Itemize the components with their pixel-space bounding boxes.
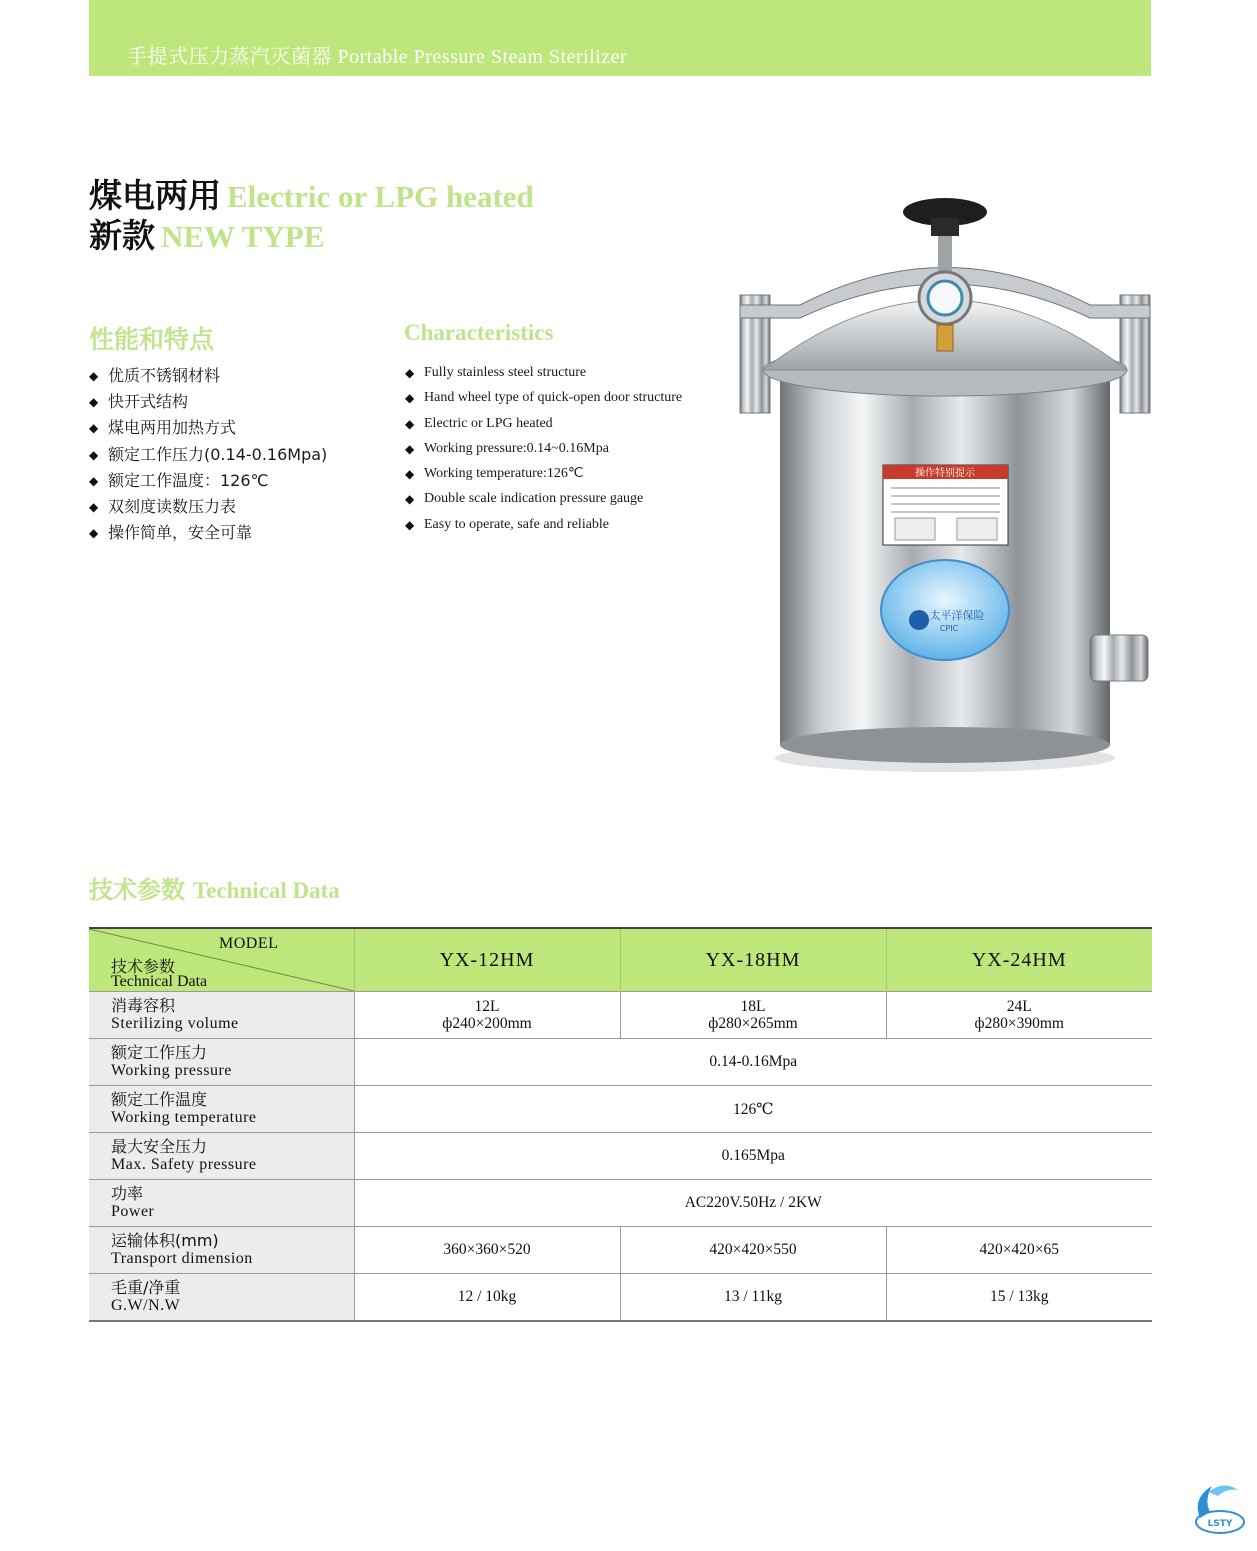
sterilizer-image [735, 190, 1155, 780]
performance-list [89, 365, 327, 548]
characteristics-title: Characteristics [404, 320, 554, 345]
drain-valve [1090, 635, 1148, 681]
cell-line: ф280×390mm [974, 1015, 1064, 1032]
cell-line: 12L [474, 998, 500, 1015]
row-label-en: Power [111, 1203, 155, 1220]
insurance-brand: 太平洋保险 [929, 609, 985, 622]
row-label-cn: 额定工作温度 [111, 1090, 208, 1109]
table-cell: 0.165Mpa [354, 1133, 1152, 1180]
warning-label-text: 操作特别提示 [915, 468, 975, 479]
performance-item: ◆ 快开式结构 [89, 391, 327, 417]
model-header: YX-12HM [354, 928, 620, 992]
cell-line: ф240×200mm [442, 1015, 532, 1032]
characteristics-item: ◆ Double scale indication pressure gauge [405, 490, 682, 515]
row-label-en: Max. Safety pressure [111, 1156, 257, 1173]
table-cell: 12 / 10kg [354, 1274, 620, 1322]
tech-label-cn: 技术参数 [111, 957, 176, 976]
performance-item: ◆ 双刻度读数压力表 [89, 496, 327, 522]
table-row [89, 992, 1152, 1039]
row-label [89, 1274, 354, 1322]
tech-title-cn: 技术参数 [89, 876, 185, 904]
row-label [89, 1039, 354, 1086]
row-label [89, 992, 354, 1039]
label-diagram [957, 518, 997, 540]
performance-item: ◆ 优质不锈钢材料 [89, 365, 327, 391]
table-cell: 126℃ [354, 1086, 1152, 1133]
table-cell [620, 992, 886, 1039]
tech-title-en: Technical Data [193, 878, 340, 903]
banner-title: 手提式压力蒸汽灭菌器 Portable Pressure Steam Sterilizer [127, 46, 628, 68]
title-en-1: Electric or LPG heated [227, 179, 534, 214]
table-cell: AC220V.50Hz / 2KW [354, 1180, 1152, 1227]
brass-valve [937, 325, 953, 351]
table-row [89, 1133, 1152, 1180]
tech-label-en: Technical Data [111, 973, 208, 990]
performance-item: ◆ 额定工作温度：126℃ [89, 470, 327, 496]
cpic-logo-icon [909, 610, 929, 630]
title-line-2 [89, 210, 324, 257]
performance-item: ◆ 煤电两用加热方式 [89, 417, 327, 443]
title-cn-1: 煤电两用 [89, 176, 221, 215]
table-row [89, 1274, 1152, 1322]
table-cell: 13 / 11kg [620, 1274, 886, 1322]
spec-table [89, 927, 1152, 1322]
characteristics-list [405, 364, 682, 541]
cell-line: 24L [1006, 998, 1032, 1015]
table-cell [886, 992, 1152, 1039]
title-cn-2: 新款 [89, 216, 155, 255]
performance-title: 性能和特点 [89, 325, 215, 354]
cell-line: ф280×265mm [708, 1015, 798, 1032]
tech-title [89, 870, 340, 905]
performance-item: ◆ 额定工作压力(0.14-0.16Mpa) [89, 444, 327, 470]
title-en-2: NEW TYPE [161, 219, 325, 254]
table-cell: 420×420×65 [886, 1227, 1152, 1274]
logo-wing [1208, 1485, 1238, 1496]
header-banner [89, 0, 1151, 76]
gauge-dial [928, 281, 962, 315]
row-label-en: Working pressure [111, 1062, 232, 1079]
row-label [89, 1180, 354, 1227]
table-header-row [89, 928, 1152, 992]
insurance-sub: CPIC [939, 624, 959, 633]
cell-line: 18L [740, 998, 766, 1015]
characteristics-item: ◆ Fully stainless steel structure [405, 364, 682, 389]
pot-body [780, 365, 1110, 745]
row-label-en: Working temperature [111, 1109, 257, 1126]
row-label-cn: 最大安全压力 [111, 1137, 208, 1156]
logo-text: LSTY [1207, 1519, 1233, 1529]
model-header: YX-18HM [620, 928, 886, 992]
row-label-cn: 额定工作压力 [111, 1043, 208, 1062]
characteristics-item: ◆ Hand wheel type of quick-open door structure [405, 389, 682, 414]
model-header: YX-24HM [886, 928, 1152, 992]
table-cell [354, 992, 620, 1039]
row-label-cn: 毛重/净重 [111, 1278, 181, 1297]
model-label: MODEL [219, 935, 279, 952]
hand-wheel-stem [931, 218, 959, 236]
characteristics-item: ◆ Easy to operate, safe and reliable [405, 516, 682, 541]
row-label-cn: 消毒容积 [111, 996, 176, 1015]
row-label-cn: 运输体积(mm) [111, 1231, 219, 1250]
lsty-logo-icon [1190, 1478, 1246, 1538]
row-label [89, 1133, 354, 1180]
table-row [89, 1039, 1152, 1086]
table-cell: 420×420×550 [620, 1227, 886, 1274]
characteristics-item: ◆ Working pressure:0.14~0.16Mpa [405, 440, 682, 465]
row-label-en: Transport dimension [111, 1250, 253, 1267]
performance-item: ◆ 操作简单，安全可靠 [89, 522, 327, 548]
characteristics-item: ◆ Working temperature:126℃ [405, 465, 682, 490]
table-row [89, 1227, 1152, 1274]
table-cell: 0.14-0.16Mpa [354, 1039, 1152, 1086]
table-row [89, 1180, 1152, 1227]
label-diagram [895, 518, 935, 540]
row-label-en: Sterilizing volume [111, 1015, 239, 1032]
row-label [89, 1086, 354, 1133]
row-label-en: G.W/N.W [111, 1297, 181, 1314]
table-row [89, 1086, 1152, 1133]
row-label [89, 1227, 354, 1274]
characteristics-item: ◆ Electric or LPG heated [405, 415, 682, 440]
table-corner [89, 928, 354, 992]
row-label-cn: 功率 [111, 1184, 144, 1203]
table-cell: 15 / 13kg [886, 1274, 1152, 1322]
pot-bottom [780, 727, 1110, 763]
table-cell: 360×360×520 [354, 1227, 620, 1274]
